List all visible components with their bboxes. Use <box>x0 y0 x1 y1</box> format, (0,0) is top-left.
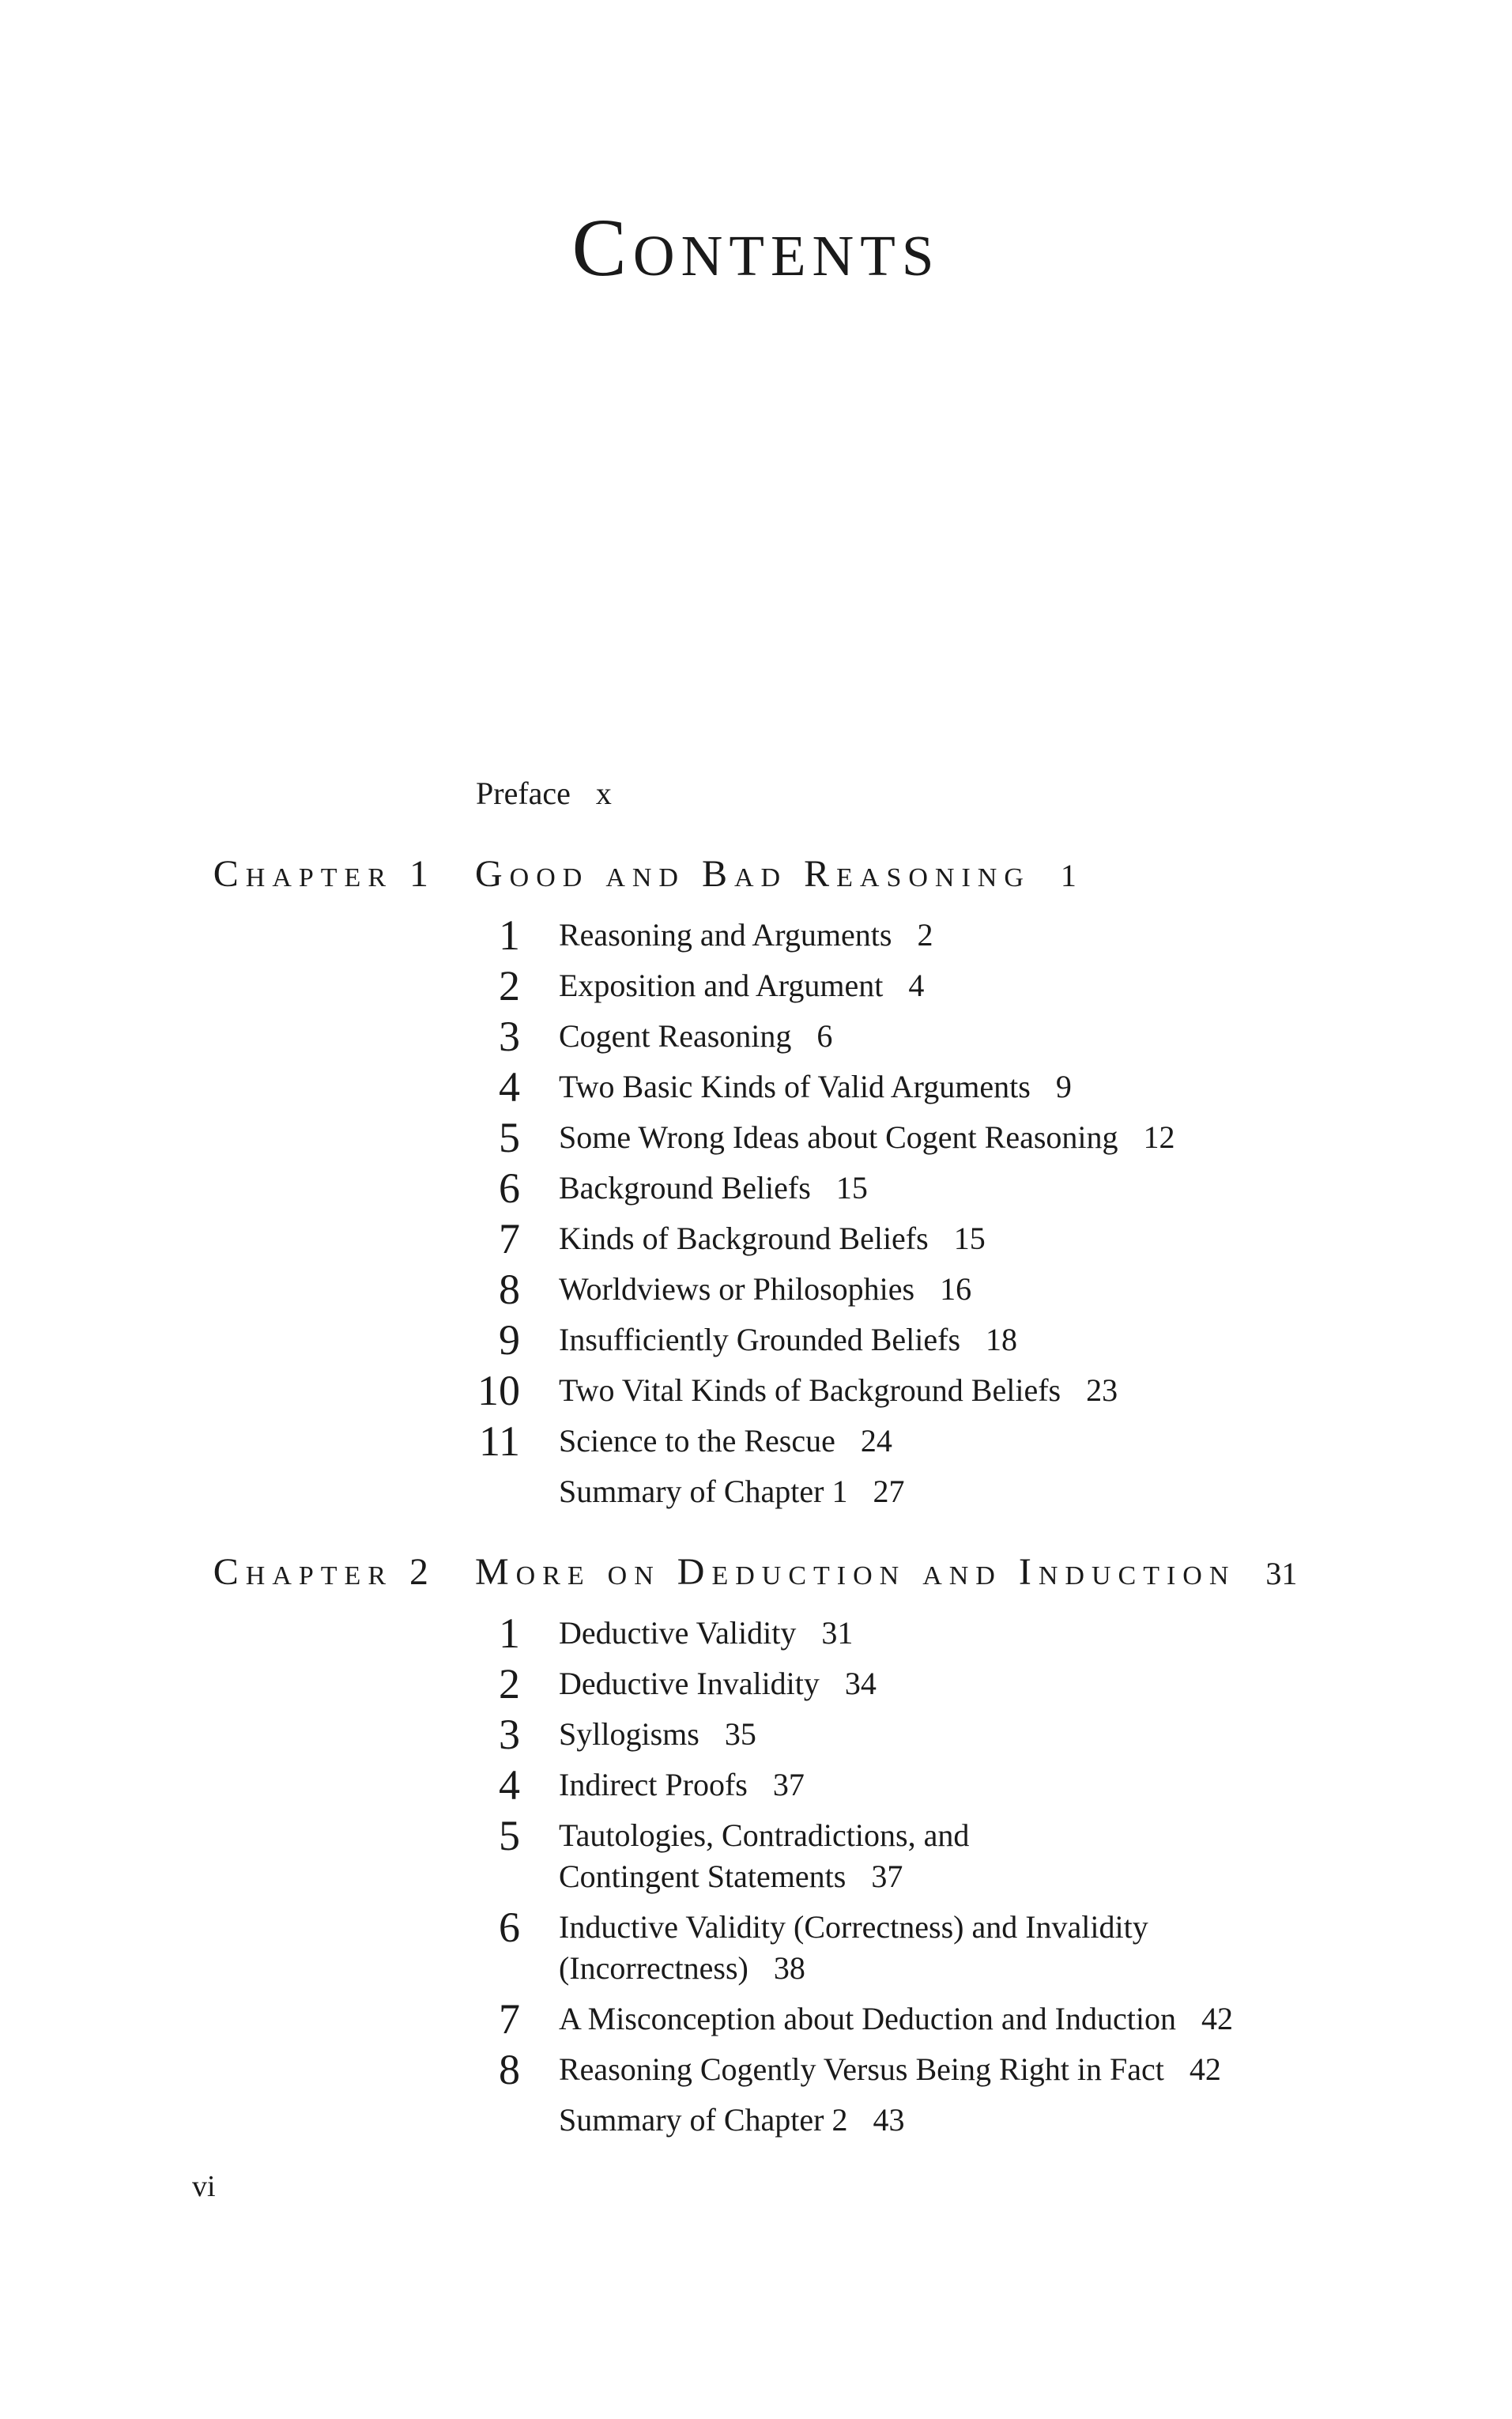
toc-entry[interactable] <box>559 1907 1148 1948</box>
toc-entry-page: 37 <box>772 1767 805 1802</box>
chapter-title: Good and Bad Reasoning <box>475 853 1031 895</box>
toc-entry-title: Summary of Chapter 2 <box>559 2102 848 2138</box>
section-number: 5 <box>499 1114 520 1161</box>
chapter-page: 1 <box>1060 858 1076 893</box>
toc-entry-page: 27 <box>873 1474 905 1509</box>
toc-entry[interactable] <box>559 1764 805 1806</box>
section-number: 6 <box>499 1164 520 1212</box>
toc-entry-page: 38 <box>773 1950 805 1986</box>
page-title: Contents <box>571 202 941 293</box>
toc-entry-page: 37 <box>871 1859 903 1894</box>
toc-entry-title: Deductive Invalidity <box>559 1666 820 1701</box>
section-number: 11 <box>479 1417 520 1465</box>
toc-entry[interactable] <box>559 1016 832 1057</box>
toc-entry[interactable] <box>559 1218 986 1259</box>
section-number: 10 <box>477 1367 520 1414</box>
section-number: 3 <box>499 1711 520 1758</box>
toc-entry-title: Contingent Statements <box>559 1859 846 1894</box>
section-number: 3 <box>499 1013 520 1060</box>
toc-entry-title: Exposition and Argument <box>559 968 884 1003</box>
toc-entry-title: Some Wrong Ideas about Cogent Reasoning <box>559 1119 1118 1155</box>
section-number: 2 <box>499 962 520 1009</box>
section-number: 4 <box>499 1063 520 1111</box>
chapter-page: 31 <box>1265 1556 1298 1591</box>
toc-entry[interactable] <box>559 1613 853 1654</box>
toc-entry-title: Reasoning and Arguments <box>559 917 892 953</box>
toc-entry-page: 15 <box>953 1221 986 1256</box>
section-number: 7 <box>499 1995 520 2043</box>
toc-entry-title: Two Vital Kinds of Background Beliefs <box>559 1372 1061 1408</box>
toc-entry[interactable] <box>559 1168 868 1209</box>
toc-entry[interactable] <box>559 965 924 1006</box>
toc-entry[interactable] <box>559 1421 892 1462</box>
toc-entry-summary[interactable] <box>559 2100 905 2141</box>
toc-entry-page: 43 <box>873 2102 905 2138</box>
toc-entry[interactable] <box>559 2049 1221 2090</box>
toc-entry[interactable] <box>559 1370 1118 1411</box>
section-number: 1 <box>499 911 520 959</box>
toc-entry-title: Preface <box>476 776 571 811</box>
section-number: 5 <box>499 1812 520 1859</box>
section-number: 7 <box>499 1215 520 1262</box>
toc-entry-page: 4 <box>908 968 925 1003</box>
toc-entry-title: Syllogisms <box>559 1716 699 1752</box>
toc-entry-title: Science to the Rescue <box>559 1423 835 1459</box>
toc-entry-page: 12 <box>1143 1119 1175 1155</box>
toc-entry-title: Indirect Proofs <box>559 1767 748 1802</box>
section-number: 2 <box>499 1660 520 1708</box>
toc-entry-page: 31 <box>821 1615 854 1651</box>
section-number: 8 <box>499 1266 520 1313</box>
toc-entry[interactable] <box>559 1117 1175 1158</box>
chapter-heading[interactable] <box>475 854 1076 896</box>
toc-entry-page: 42 <box>1189 2051 1221 2087</box>
toc-entry[interactable] <box>559 1269 971 1310</box>
toc-entry-page: 24 <box>860 1423 892 1459</box>
section-number: 1 <box>499 1610 520 1657</box>
toc-entry[interactable] <box>559 915 933 956</box>
toc-entry[interactable] <box>559 1815 969 1856</box>
section-number: 4 <box>499 1761 520 1809</box>
toc-entry-page: 42 <box>1201 2001 1233 2036</box>
toc-entry-title: Two Basic Kinds of Valid Arguments <box>559 1069 1031 1104</box>
chapter-label: Chapter 1 <box>213 853 436 895</box>
toc-entry-page: 23 <box>1086 1372 1118 1408</box>
chapter-label: Chapter 2 <box>213 1551 436 1593</box>
toc-entry-title: A Misconception about Deduction and Induction <box>559 2001 1176 2036</box>
toc-entry-page: 34 <box>844 1666 877 1701</box>
toc-entry-page: x <box>595 776 612 811</box>
section-number: 8 <box>499 2046 520 2093</box>
toc-entry-summary[interactable] <box>559 1471 905 1512</box>
toc-entry[interactable] <box>559 1663 877 1704</box>
toc-entry-continued[interactable] <box>559 1948 805 1989</box>
toc-entry-title: Inductive Validity (Correctness) and Invalidity <box>559 1909 1148 1945</box>
toc-entry[interactable] <box>559 1066 1072 1108</box>
toc-entry-title: Deductive Validity <box>559 1615 797 1651</box>
page-folio: vi <box>192 2170 216 2203</box>
toc-entry-title: Summary of Chapter 1 <box>559 1474 848 1509</box>
toc-entry-title: Worldviews or Philosophies <box>559 1271 915 1307</box>
toc-entry[interactable] <box>559 1998 1233 2040</box>
chapter-heading[interactable] <box>475 1552 1297 1594</box>
toc-entry-title: Background Beliefs <box>559 1170 811 1206</box>
toc-entry-preface[interactable] <box>476 773 612 814</box>
toc-entry-title: Reasoning Cogently Versus Being Right in Fact <box>559 2051 1164 2087</box>
toc-entry-title: Insufficiently Grounded Beliefs <box>559 1322 961 1357</box>
toc-entry[interactable] <box>559 1714 756 1755</box>
section-number: 6 <box>499 1904 520 1951</box>
toc-entry-page: 6 <box>816 1018 833 1054</box>
section-number: 9 <box>499 1316 520 1364</box>
toc-entry[interactable] <box>559 1319 1017 1360</box>
toc-entry-title: Cogent Reasoning <box>559 1018 792 1054</box>
toc-entry-page: 15 <box>835 1170 868 1206</box>
toc-entry-title: Kinds of Background Beliefs <box>559 1221 929 1256</box>
toc-entry-page: 2 <box>917 917 933 953</box>
chapter-title: More on Deduction and Induction <box>475 1551 1236 1593</box>
toc-entry-title: (Incorrectness) <box>559 1950 748 1986</box>
toc-entry-title: Tautologies, Contradictions, and <box>559 1817 970 1853</box>
toc-entry-page: 18 <box>986 1322 1018 1357</box>
toc-entry-continued[interactable] <box>559 1856 903 1897</box>
toc-entry-page: 35 <box>724 1716 756 1752</box>
toc-entry-page: 16 <box>940 1271 972 1307</box>
toc-entry-page: 9 <box>1055 1069 1072 1104</box>
